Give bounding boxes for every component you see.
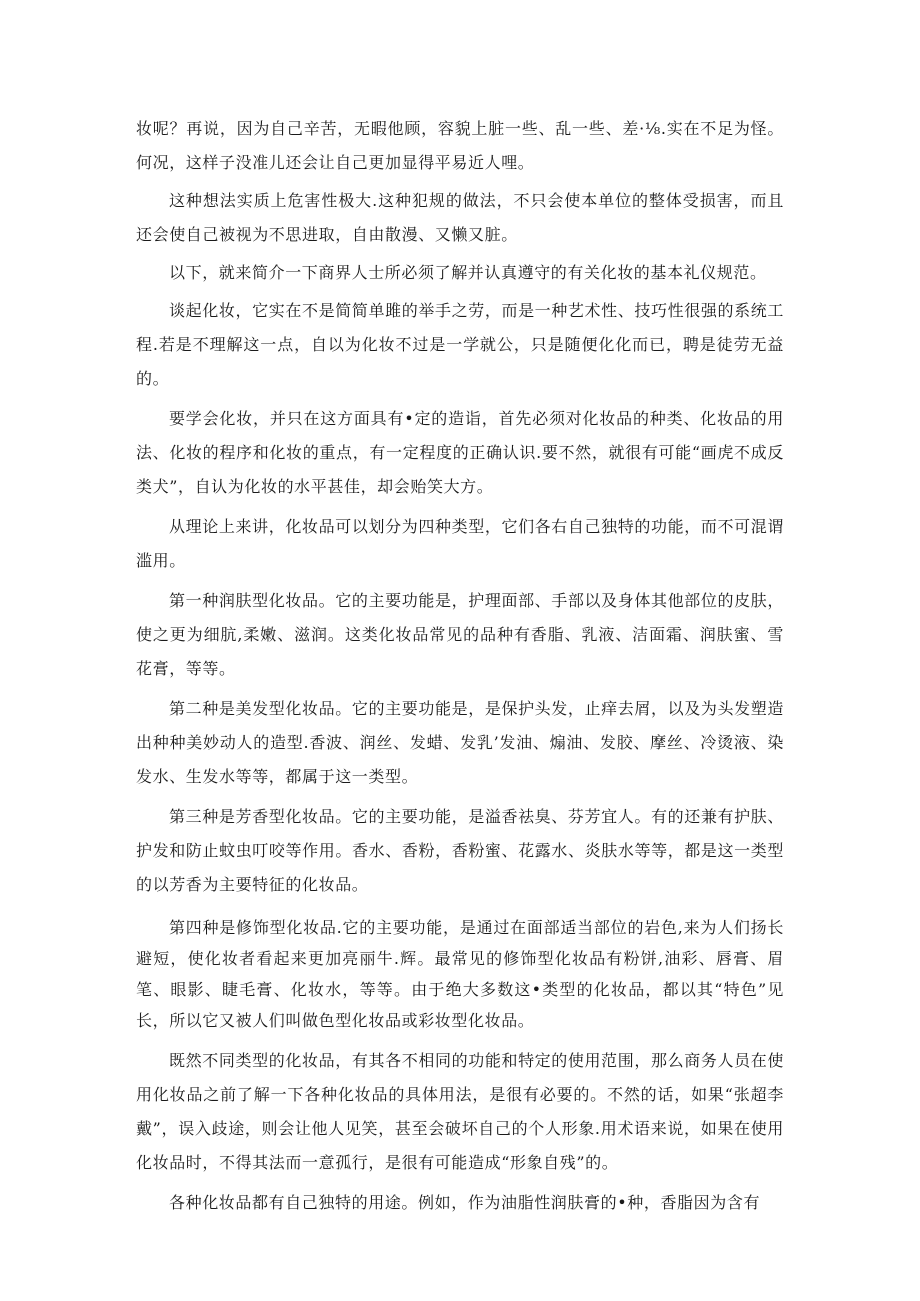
paragraph-4: 谈起化妆，它实在不是简简单雎的举手之劳，而是一种艺术性、技巧性很强的系统工程.若是不理解这一点，自以为化妆不过是一学就公，只是随便化化而已，聘是徒劳无益的。 bbox=[136, 301, 784, 388]
paragraph-12: 各种化妆品都有自己独特的用途。例如，作为油脂性润肤膏的•种，香脂因为含有 bbox=[169, 1193, 761, 1212]
paragraph-1: 妆呢？再说，因为自己辛苦，无暇他顾，容貌上脏一些、乱一些、差·⅛.实在不足为怪。何况，这样子没准儿还会让自己更加显得平易近人哩。 bbox=[136, 119, 784, 172]
paragraph-5: 要学会化妆，并只在这方面具有•定的造诣，首先必须对化妆品的种类、化妆品的用法、化妆的程序和化妆的重点，有一定程度的正确认识.要不然，就很有可能“画虎不成反类犬”，自认为化妆的水平甚佳，却会贻笑大方。 bbox=[136, 409, 784, 496]
paragraph-2: 这种想法实质上危害性极大.这种犯规的做法，不只会使本单位的整体受损害，而且还会使自己被视为不思进取，自由散漫、又懒又脏。 bbox=[136, 191, 784, 244]
paragraph-9: 第三种是芳香型化妆品。它的主要功能，是溢香祛臭、芬芳宜人。有的还兼有护肤、护发和防止蚊虫叮咬等作用。香水、香粉，香粉蜜、花露水、炎肤水等等，都是这一类型的以芳香为主要特征的化妆品。 bbox=[136, 807, 784, 894]
paragraph-7: 第一种润肤型化妆品。它的主要功能是，护理面部、手部以及身体其他部位的皮肤，使之更为细肮,柔嫩、滋润。这类化妆品常见的品种有香脂、乳液、洁面霜、润肤蜜、雪花膏，等等。 bbox=[136, 591, 784, 678]
paragraph-8: 第二种是美发型化妆品。它的主要功能是，是保护头发，止痒去屑，以及为头发塑造出种种美妙动人的造型.香波、润丝、发蜡、发乳’发油、煽油、发胶、摩丝、冷烫液、染发水、生发水等等，都属于这一类型。 bbox=[136, 699, 784, 786]
paragraph-6: 从理论上来讲，化妆品可以划分为四种类型，它们各右自己独特的功能，而不可混谓滥用。 bbox=[136, 517, 784, 570]
paragraph-11: 既然不同类型的化妆品，有其各不相同的功能和特定的使用范围，那么商务人员在使用化妆品之前了解一下各种化妆品的具体用法，是很有必要的。不然的话，如果“张超李戴”，误入歧途，则会让他人见笑，甚至会破坏自己的个人形象.用术语来说，如果在使用化妆品时，不得其法而一意孤行，是很有可能造成“形象自残”的。 bbox=[136, 1051, 784, 1172]
paragraph-10: 第四种是修饰型化妆品.它的主要功能，是通过在面部适当部位的岩色,来为人们扬长避短，使化妆者看起来更加亮丽牛.辉。最常见的修饰型化妆品有粉饼,油彩、唇膏、眉笔、眼影、睫毛膏、化妆水，等等。由于绝大多数这•类型的化妆品，都以其“特色”见长，所以它又被人们叫做色型化妆品或彩妆型化妆品。 bbox=[136, 918, 784, 1030]
document-page bbox=[136, 112, 784, 1220]
paragraph-3: 以下，就来简介一下商界人士所必须了解并认真遵守的有关化妆的基本礼仪规范。 bbox=[169, 263, 767, 282]
